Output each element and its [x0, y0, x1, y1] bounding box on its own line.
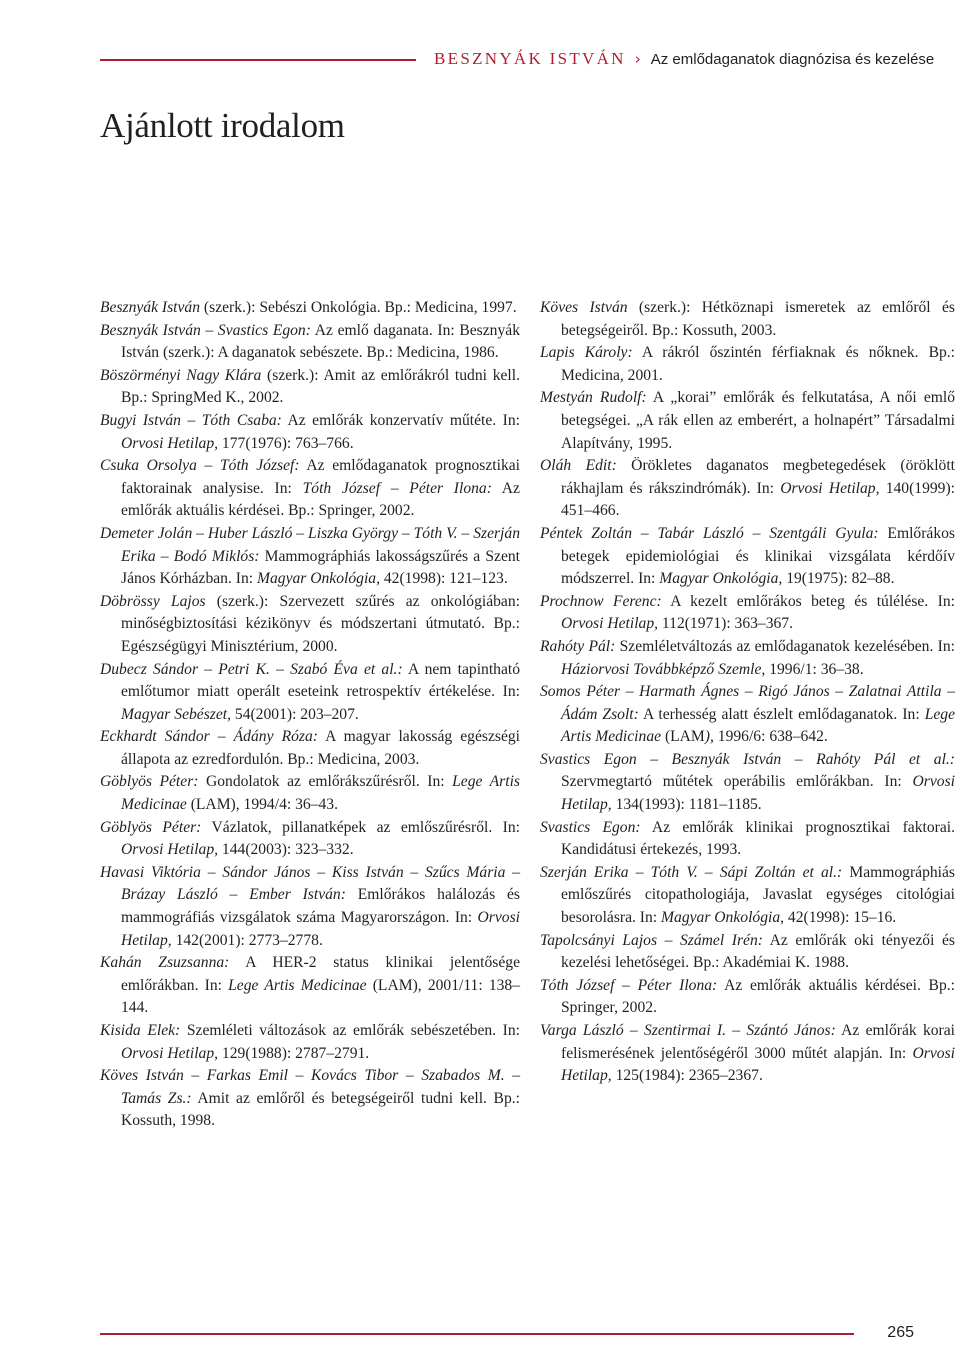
reference-entry	[100, 952, 520, 1020]
reference-text: 177(1976): 763–766.	[218, 434, 354, 452]
reference-text: Az emlődaganatok prognosztikai faktorainak analysise. In:	[121, 457, 520, 497]
reference-italic-text: Demeter Jolán – Huber László – Liszka György – Tóth V. – Szerján Erika – Bodó Miklós:	[100, 524, 520, 565]
reference-italic-text: Orvosi Hetilap,	[121, 1044, 219, 1062]
reference-italic-text: Bugyi István – Tóth Csaba:	[100, 411, 282, 429]
reference-text: Az emlő daganata. In: Besznyák István (szerk.): A daganatok sebészete. Bp.: Medicina, 1986.	[121, 321, 520, 362]
reference-italic-text: Döbrössy Lajos	[100, 592, 206, 610]
reference-italic-text: Orvosi Hetilap,	[121, 841, 219, 859]
reference-text: 1996/1: 36–38.	[765, 660, 864, 678]
reference-italic-text: Orvosi Hetilap,	[121, 909, 520, 949]
reference-italic-text: Lapis Károly:	[540, 344, 633, 362]
reference-entry	[540, 817, 955, 862]
reference-text: Az emlőrák klinikai prognosztikai faktorai. Kandidátusi értekezés, 1993.	[561, 818, 955, 859]
reference-text: (szerk.): Amit az emlőrákról tudni kell. Bp.: SpringMed K., 2002.	[121, 366, 520, 407]
reference-text: Az emlőrák korai felismerésének jelentőségéről 3000 műtét alapján. In:	[561, 1022, 955, 1062]
reference-text: Vázlatok, pillanatképek az emlőszűrésről. In:	[201, 818, 520, 836]
reference-italic-text: Prochnow Ferenc:	[540, 592, 662, 610]
reference-text: 134(1993): 1181–1185.	[611, 796, 762, 814]
reference-italic-text: Szerján Erika – Tóth V. – Sápi Zoltán et al.:	[540, 863, 843, 881]
reference-entry	[100, 1065, 520, 1133]
references-right-column	[540, 297, 955, 1088]
reference-entry	[540, 1020, 955, 1088]
reference-italic-text: Orvosi Hetilap,	[561, 615, 659, 633]
reference-italic-text: Magyar Onkológia,	[661, 909, 785, 927]
reference-entry	[100, 817, 520, 862]
reference-entry	[100, 862, 520, 952]
reference-entry	[100, 410, 520, 455]
reference-italic-text: Kahán Zsuzsanna:	[100, 954, 230, 972]
reference-entry	[540, 862, 955, 930]
reference-italic-text: Mestyán Rudolf:	[540, 389, 647, 407]
reference-text: A „korai” emlőrák és felkutatása, A női emlő betegségei. „A rák ellen az emberért, a holnapért” Társadalmi Alapítvány, 1995.	[561, 389, 956, 452]
reference-entry	[100, 297, 520, 320]
reference-text: (LAM), 1994/4: 36–43.	[186, 796, 338, 814]
reference-text: Szemléletváltozás az emlődaganatok kezelésében. In:	[615, 637, 955, 655]
reference-text: Az emlőrák konzervatív műtéte. In:	[281, 411, 520, 429]
reference-text: (szerk.): Hétköznapi ismeretek az emlőről és betegségeiről. Bp.: Kossuth, 2003.	[561, 299, 955, 339]
reference-text: Emlőrákos halálozás és mammográfiás vizsgálatok száma Magyarországon. In:	[121, 886, 520, 927]
reference-italic-text: Tóth József – Péter Ilona:	[302, 479, 492, 497]
reference-text: A HER-2 status klinikai jelentősége emlőrákban. In:	[121, 954, 521, 994]
footer-rule	[100, 1333, 854, 1335]
reference-italic-text: Svastics Egon:	[540, 818, 641, 836]
chevron-right-icon: ›	[634, 50, 641, 68]
reference-text: Mammográphiás emlőszűrés citopathologiája, Javaslat egységes citológiai besorolásra. In:	[561, 863, 955, 927]
reference-entry	[540, 523, 955, 591]
reference-entry	[100, 320, 520, 365]
reference-italic-text: Köves István – Farkas Emil – Kovács Tibor – Szabados M. – Tamás Zs.:	[100, 1067, 520, 1107]
reference-italic-text: Péntek Zoltán – Tabár László – Szentgáli Gyula:	[540, 524, 879, 542]
reference-entry	[100, 523, 520, 591]
reference-italic-text: Göblyös Péter:	[100, 773, 199, 791]
reference-text: (LAM	[661, 728, 705, 746]
reference-entry	[540, 636, 955, 681]
reference-text: Az emlőrák aktuális kérdései. Bp.: Springer, 2002.	[561, 976, 955, 1017]
reference-text: Örökletes daganatos megbetegedések (öröklött rákhajlam és rákszindrómák). In:	[561, 457, 955, 497]
reference-italic-text: Havasi Viktória – Sándor János – Kiss István – Szűcs Mária – Brázay László – Ember István:	[100, 863, 520, 904]
reference-italic-text: Oláh Edit:	[540, 457, 617, 475]
reference-italic-text: Varga László – Szentirmai I. – Szántó János:	[540, 1022, 836, 1039]
reference-italic-text: Svastics Egon – Besznyák István – Rahóty Pál et al.:	[540, 750, 955, 768]
reference-italic-text: Dubecz Sándor – Petri K. – Szabó Éva et al.:	[100, 660, 403, 678]
reference-entry	[540, 297, 955, 342]
reference-italic-text: Somos Péter – Harmath Ágnes – Rigó János – Zalatnai Attila – Ádám Zsolt:	[540, 683, 955, 723]
reference-text: 129(1988): 2787–2791.	[218, 1044, 370, 1062]
reference-italic-text: Magyar Onkológia,	[256, 570, 380, 588]
reference-italic-text: Lege Artis Medicinae	[121, 773, 520, 814]
reference-entry	[100, 365, 520, 410]
reference-text: (szerk.): Sebészi Onkológia. Bp.: Medicina, 1997.	[200, 299, 517, 316]
reference-italic-text: Eckhardt Sándor – Ádány Róza:	[100, 728, 318, 746]
reference-italic-text: Köves István	[540, 299, 628, 316]
reference-text: 19(1975): 82–88.	[782, 570, 895, 588]
reference-italic-text: Besznyák István – Svastics Egon:	[100, 321, 311, 339]
reference-text: 125(1984): 2365–2367.	[611, 1067, 763, 1085]
reference-entry	[540, 681, 955, 749]
header-author: BESZNYÁK ISTVÁN	[434, 49, 626, 68]
reference-text: 54(2001): 203–207.	[231, 705, 359, 723]
reference-text: Emlőrákos betegek epidemiológiai és klinikai vizsgálata kérdőív módszerrel. In:	[561, 524, 955, 588]
reference-text: Szervmegtartó műtétek operábilis emlőrákban. In:	[561, 773, 913, 791]
header-rule	[100, 59, 416, 61]
reference-entry	[100, 726, 520, 771]
reference-italic-text: Böszörményi Nagy Klára	[100, 366, 262, 384]
reference-entry	[540, 591, 955, 636]
reference-entry	[540, 387, 955, 455]
reference-italic-text: Csuka Orsolya – Tóth József:	[100, 457, 300, 475]
reference-entry	[540, 342, 955, 387]
reference-text: 142(2001): 2773–2778.	[171, 931, 323, 949]
reference-italic-text: Lege Artis Medicinae	[228, 976, 367, 994]
reference-italic-text: Magyar Sebészet,	[121, 705, 231, 723]
running-header	[434, 47, 934, 72]
reference-text: 42(1998): 121–123.	[379, 570, 508, 588]
page-title: Ajánlott irodalom	[100, 106, 345, 145]
reference-italic-text: ),	[704, 728, 714, 746]
references-left-column	[100, 297, 520, 1133]
reference-text: 42(1998): 15–16.	[784, 909, 897, 927]
reference-italic-text: Tóth József – Péter Ilona:	[540, 976, 718, 994]
reference-entry	[100, 771, 520, 816]
reference-text: A magyar lakosság egészségi állapota az ezredfordulón. Bp.: Medicina, 2003.	[121, 728, 520, 768]
reference-text: 144(2003): 323–332.	[218, 841, 354, 859]
reference-text: Amit az emlőről és betegségeiről tudni kell. Bp.: Kossuth, 1998.	[121, 1089, 520, 1130]
reference-entry	[540, 749, 955, 817]
reference-italic-text: Orvosi Hetilap,	[561, 1044, 955, 1085]
reference-text: Az emlőrák oki tényezői és kezelési lehetőségei. Bp.: Akadémiai K. 1988.	[561, 931, 955, 972]
reference-text: A terhesség alatt észlelt emlődaganatok. In:	[638, 705, 925, 723]
reference-entry	[540, 975, 955, 1020]
reference-text: Szemléleti változások az emlőrák sebészetében. In:	[180, 1022, 520, 1039]
page-number: 265	[887, 1324, 914, 1341]
reference-italic-text: Lege Artis Medicinae	[561, 705, 955, 746]
reference-entry	[540, 455, 955, 523]
reference-entry	[100, 455, 520, 523]
reference-italic-text: Rahóty Pál:	[540, 637, 616, 655]
header-subtitle: Az emlődaganatok diagnózisa és kezelése	[650, 51, 935, 68]
reference-text: (szerk.): Szervezett szűrés az onkológiában: minőségbiztosítási kézikönyv és módszertani útmutató. Bp.: Egészségügyi Minisztérium, 2000.	[121, 592, 520, 655]
reference-italic-text: Göblyös Péter:	[100, 818, 202, 836]
reference-text: 1996/6: 638–642.	[713, 728, 828, 746]
reference-text: 112(1971): 363–367.	[658, 615, 794, 633]
reference-italic-text: Orvosi Hetilap,	[561, 773, 955, 814]
reference-italic-text: Magyar Onkológia,	[659, 570, 783, 588]
reference-text: (LAM), 2001/11: 138–144.	[121, 976, 521, 1017]
reference-italic-text: Orvosi Hetilap,	[121, 434, 219, 452]
reference-italic-text: Orvosi Hetilap,	[780, 479, 880, 497]
reference-italic-text: Besznyák István	[100, 299, 201, 316]
reference-entry	[100, 1020, 520, 1065]
reference-text: Az emlőrák aktuális kérdései. Bp.: Springer, 2002.	[121, 479, 520, 520]
reference-text: A nem tapintható emlőtumor miatt operált eseteink retrospektív értékelése. In:	[121, 660, 520, 701]
reference-italic-text: Tapolcsányi Lajos – Számel Irén:	[540, 931, 763, 949]
reference-entry	[540, 930, 955, 975]
reference-text: A kezelt emlőrákos beteg és túlélése. In:	[661, 592, 955, 610]
reference-entry	[100, 591, 520, 659]
reference-entry	[100, 659, 520, 727]
reference-italic-text: Háziorvosi Továbbképző Szemle,	[561, 660, 766, 678]
reference-text: Mammográphiás lakosságszűrés a Szent János Kórházban. In:	[121, 547, 521, 588]
reference-text: A rákról őszintén férfiaknak és nőknek. Bp.: Medicina, 2001.	[561, 344, 955, 384]
reference-text: 140(1999): 451–466.	[561, 479, 955, 520]
reference-text: Gondolatok az emlőrákszűrésről. In:	[198, 773, 453, 791]
reference-italic-text: Kisida Elek:	[100, 1022, 181, 1039]
